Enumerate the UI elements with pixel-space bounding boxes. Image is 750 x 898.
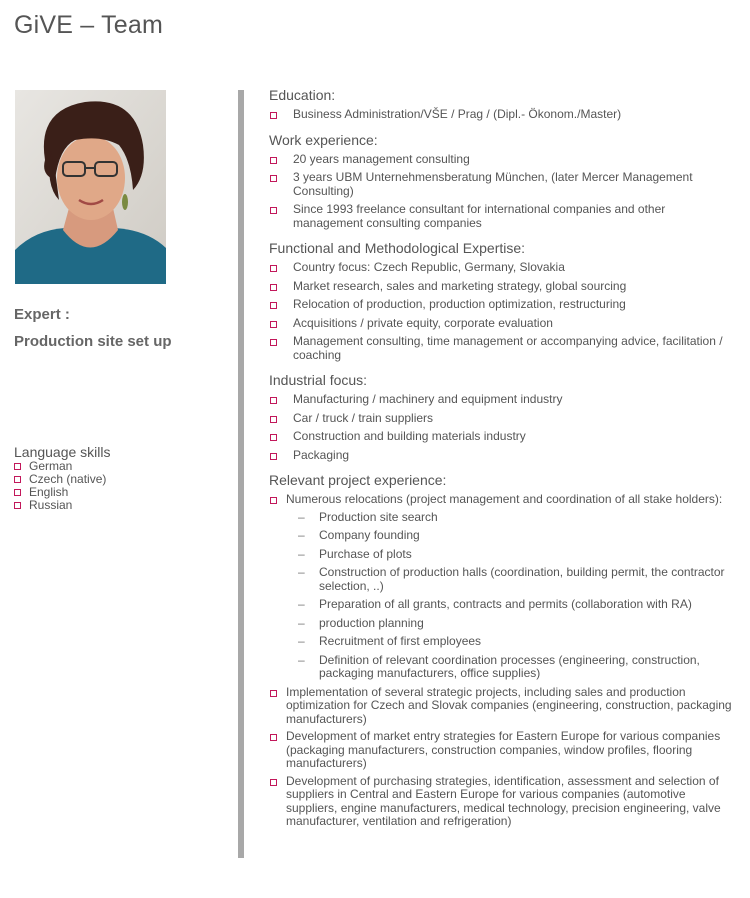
square-bullet-icon bbox=[270, 265, 277, 272]
language-list bbox=[14, 460, 111, 512]
language-item: Russian bbox=[14, 499, 111, 512]
list-item: 20 years management consulting bbox=[269, 153, 734, 167]
square-bullet-icon bbox=[14, 502, 21, 509]
list-item: 3 years UBM Unternehmensberatung München, (later Mercer Management Consulting) bbox=[269, 171, 734, 198]
list-item: Construction and building materials industry bbox=[269, 430, 734, 444]
square-bullet-icon bbox=[270, 175, 277, 182]
sub-list-item: – Production site search bbox=[298, 509, 438, 524]
expert-block bbox=[14, 301, 172, 355]
work-section bbox=[269, 132, 734, 231]
list-item: Numerous relocations (project management and coordination of all stake holders): – Production site search – Company founding – Purchase of plots – Construction of production halls (coordination, building permit, the contractor selection, ..) – Preparation of all grants, contracts and permits (collaboration with RA) – production planning – Recruitment of first employees – Definition of relevant coordination processes (engineering, construction, packaging manufacturers, office supplies) bbox=[269, 493, 734, 681]
work-heading: Work experience: bbox=[269, 131, 378, 148]
square-bullet-icon bbox=[270, 157, 277, 164]
square-bullet-icon bbox=[270, 112, 277, 119]
list-item: Business Administration/VŠE / Prag / (Dipl.- Ökonom./Master) bbox=[269, 108, 734, 122]
square-bullet-icon bbox=[14, 489, 21, 496]
expertise-heading: Functional and Methodological Expertise: bbox=[269, 240, 526, 256]
list-item: Management consulting, time management or accompanying advice, facilitation / coaching bbox=[269, 335, 734, 362]
sub-list-item: – Preparation of all grants, contracts and permits (collaboration with RA) bbox=[298, 597, 692, 611]
list-item: Market research, sales and marketing strategy, global sourcing bbox=[269, 280, 734, 294]
industrial-heading: Industrial focus: bbox=[269, 372, 368, 388]
profile-photo bbox=[15, 90, 166, 284]
sub-list-item: – Recruitment of first employees bbox=[298, 634, 482, 648]
list-item: Relocation of production, production optimization, restructuring bbox=[269, 298, 734, 312]
square-bullet-icon bbox=[270, 453, 277, 460]
language-item: Czech (native) bbox=[14, 473, 111, 486]
dash-bullet-icon: – bbox=[298, 652, 305, 667]
dash-bullet-icon: – bbox=[298, 528, 305, 542]
education-heading: Education: bbox=[269, 87, 336, 103]
projects-heading: Relevant project experience: bbox=[269, 472, 447, 488]
square-bullet-icon bbox=[270, 734, 277, 741]
page-title: GiVE – Team bbox=[14, 11, 164, 39]
square-bullet-icon bbox=[270, 284, 277, 291]
dash-bullet-icon: – bbox=[298, 546, 305, 561]
square-bullet-icon bbox=[270, 416, 277, 423]
list-item: Since 1993 freelance consultant for international companies and other management consulting companies bbox=[269, 203, 734, 230]
sub-list-item: – Definition of relevant coordination processes (engineering, construction, packaging manufacturers, office supplies) bbox=[298, 652, 700, 680]
vertical-divider bbox=[238, 90, 244, 858]
square-bullet-icon bbox=[270, 497, 277, 504]
square-bullet-icon bbox=[270, 339, 277, 346]
sub-list-item: – Construction of production halls (coordination, building permit, the contractor selection, ..) bbox=[298, 565, 725, 593]
square-bullet-icon bbox=[270, 690, 277, 697]
list-item: Packaging bbox=[269, 449, 734, 463]
dash-bullet-icon: – bbox=[298, 615, 305, 630]
language-item: German bbox=[14, 460, 111, 473]
sub-list-item: – Company founding bbox=[298, 528, 420, 542]
dash-bullet-icon: – bbox=[298, 597, 305, 611]
square-bullet-icon bbox=[14, 463, 21, 470]
list-item: Acquisitions / private equity, corporate evaluation bbox=[269, 317, 734, 331]
list-item: Country focus: Czech Republic, Germany, Slovakia bbox=[269, 261, 734, 275]
language-skills-heading: Language skills bbox=[14, 444, 111, 460]
education-section bbox=[269, 87, 734, 122]
cv-content bbox=[269, 87, 734, 839]
expert-label: Expert : bbox=[14, 306, 70, 323]
sub-list-item: – production planning bbox=[298, 615, 424, 630]
dash-bullet-icon: – bbox=[298, 509, 305, 524]
expert-role: Production site set up bbox=[14, 333, 172, 350]
square-bullet-icon bbox=[270, 779, 277, 786]
square-bullet-icon bbox=[270, 302, 277, 309]
square-bullet-icon bbox=[270, 397, 277, 404]
language-item: English bbox=[14, 486, 111, 499]
square-bullet-icon bbox=[14, 476, 21, 483]
sub-list bbox=[286, 511, 734, 681]
projects-section bbox=[269, 472, 734, 829]
expertise-section bbox=[269, 240, 734, 362]
list-item: Implementation of several strategic projects, including sales and production optimization for Czech and Slovak companies (engineering, construction, packaging manufacturers) bbox=[269, 686, 734, 727]
dash-bullet-icon: – bbox=[298, 565, 305, 579]
list-item: Development of purchasing strategies, identification, assessment and selection of suppliers in Central and Eastern Europe for various companies (automotive suppliers, engine manufacturers, medical technology, precision engineering, valve manufacturer, ventilation and refrigeration) bbox=[269, 775, 734, 829]
list-item: Car / truck / train suppliers bbox=[269, 412, 734, 426]
dash-bullet-icon: – bbox=[298, 634, 305, 648]
language-skills bbox=[14, 444, 111, 512]
square-bullet-icon bbox=[270, 207, 277, 214]
list-item: Manufacturing / machinery and equipment industry bbox=[269, 393, 734, 407]
list-item: Development of market entry strategies for Eastern Europe for various companies (packaging manufacturers, construction companies, window profiles, flooring manufacturers) bbox=[269, 730, 734, 771]
square-bullet-icon bbox=[270, 434, 277, 441]
sub-list-item: – Purchase of plots bbox=[298, 546, 412, 561]
square-bullet-icon bbox=[270, 321, 277, 328]
industrial-section bbox=[269, 372, 734, 462]
